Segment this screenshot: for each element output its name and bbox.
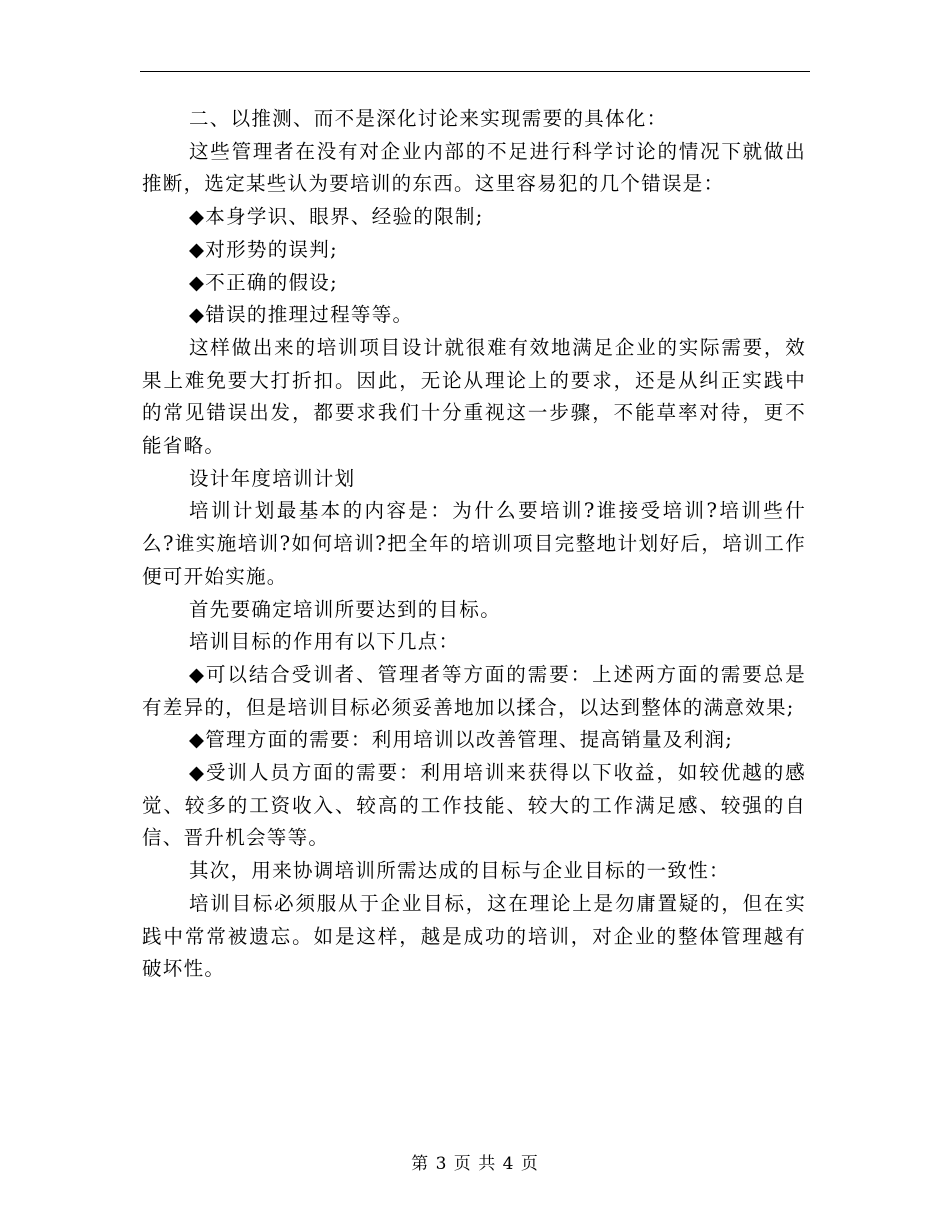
footer-current-page: 3 [435, 1154, 448, 1174]
bullet-item: ◆对形势的误判; [189, 237, 338, 261]
footer-middle: 页 共 [453, 1154, 497, 1174]
bullet-item: ◆错误的推理过程等等。 [189, 303, 414, 327]
document-body [142, 103, 806, 986]
paragraph-heading-2: 二、以推测、而不是深化讨论来实现需要的具体化： [189, 107, 668, 130]
footer-suffix: 页 [520, 1154, 539, 1174]
paragraph: 这些管理者在没有对企业内部的不足进行科学讨论的情况下就做出推断，选定某些认为要培训的东西。这里容易犯的几个错误是： [142, 139, 806, 196]
bullet-item: ◆不正确的假设; [189, 270, 338, 294]
bullet-item: ◆管理方面的需要：利用培训以改善管理、提高销量及利润; [189, 728, 734, 752]
footer-total-pages: 4 [502, 1154, 515, 1174]
section-title: 设计年度培训计划 [189, 466, 356, 490]
paragraph: 首先要确定培训所要达到的目标。 [189, 597, 502, 621]
paragraph: 培训计划最基本的内容是：为什么要培训?谁接受培训?培训些什么?谁实施培训?如何培训?把全年的培训项目完整地计划好后，培训工作便可开始实施。 [142, 499, 806, 588]
bullet-item: ◆本身学识、眼界、经验的限制; [189, 205, 484, 229]
header-rule [140, 71, 810, 72]
paragraph: 培训目标必须服从于企业目标，这在理论上是勿庸置疑的，但在实践中常常被遗忘。如是这样，越是成功的培训，对企业的整体管理越有破坏性。 [142, 891, 806, 981]
bullet-item: ◆受训人员方面的需要：利用培训来获得以下收益，如较优越的感觉、较多的工资收入、较高的工作技能、较大的工作满足感、较强的自信、晋升机会等等。 [142, 761, 806, 850]
paragraph: 其次，用来协调培训所需达成的目标与企业目标的一致性： [189, 859, 730, 883]
bullet-item: ◆可以结合受训者、管理者等方面的需要：上述两方面的需要总是有差异的，但是培训目标必须妥善地加以揉合，以达到整体的满意效果; [142, 662, 806, 719]
footer-prefix: 第 [411, 1154, 430, 1174]
paragraph: 培训目标的作用有以下几点： [189, 630, 460, 654]
paragraph: 这样做出来的培训项目设计就很难有效地满足企业的实际需要，效果上难免要大打折扣。因此，无论从理论上的要求，还是从纠正实践中的常见错误出发，都要求我们十分重视这一步骤，不能草率对待，更不能省略。 [142, 335, 806, 458]
page-footer [0, 1152, 950, 1176]
